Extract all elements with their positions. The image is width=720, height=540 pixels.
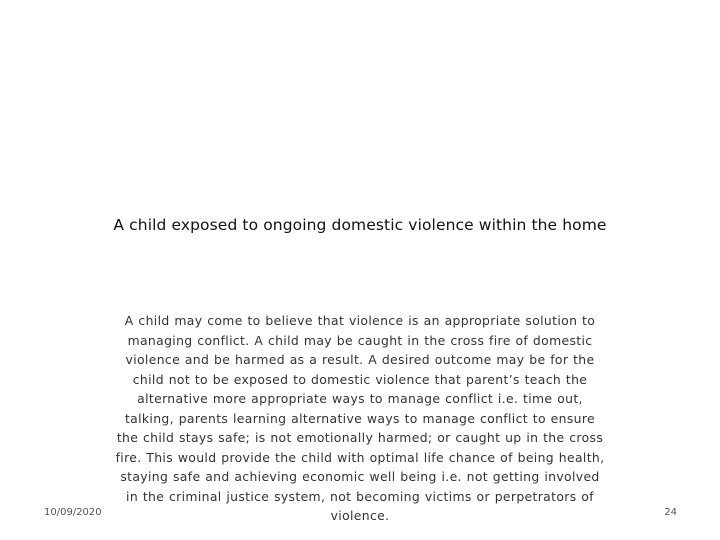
footer-date: 10/09/2020: [44, 507, 102, 518]
slide-title: A child exposed to ongoing domestic violence within the home: [113, 216, 607, 234]
slide-number: 24: [664, 507, 677, 518]
slide-body-text: A child may come to believe that violence is an appropriate solution to managing conflict. A child may be caught in the cross fire of domestic violence and be harmed as a result. A desired outcome may be for the child not to be exposed to domestic violence that parent’s teach the alternative more appropriate ways to manage conflict i.e. time out, talking, parents learning alternative ways to manage conflict to ensure the child stays safe; is not emotionally harmed; or caught up in the cross fire. This would provide the child with optimal life chance of being health, staying safe and achieving economic well being i.e. not getting involved in the criminal justice system, not becoming victims or perpetrators of violence.: [115, 313, 605, 523]
